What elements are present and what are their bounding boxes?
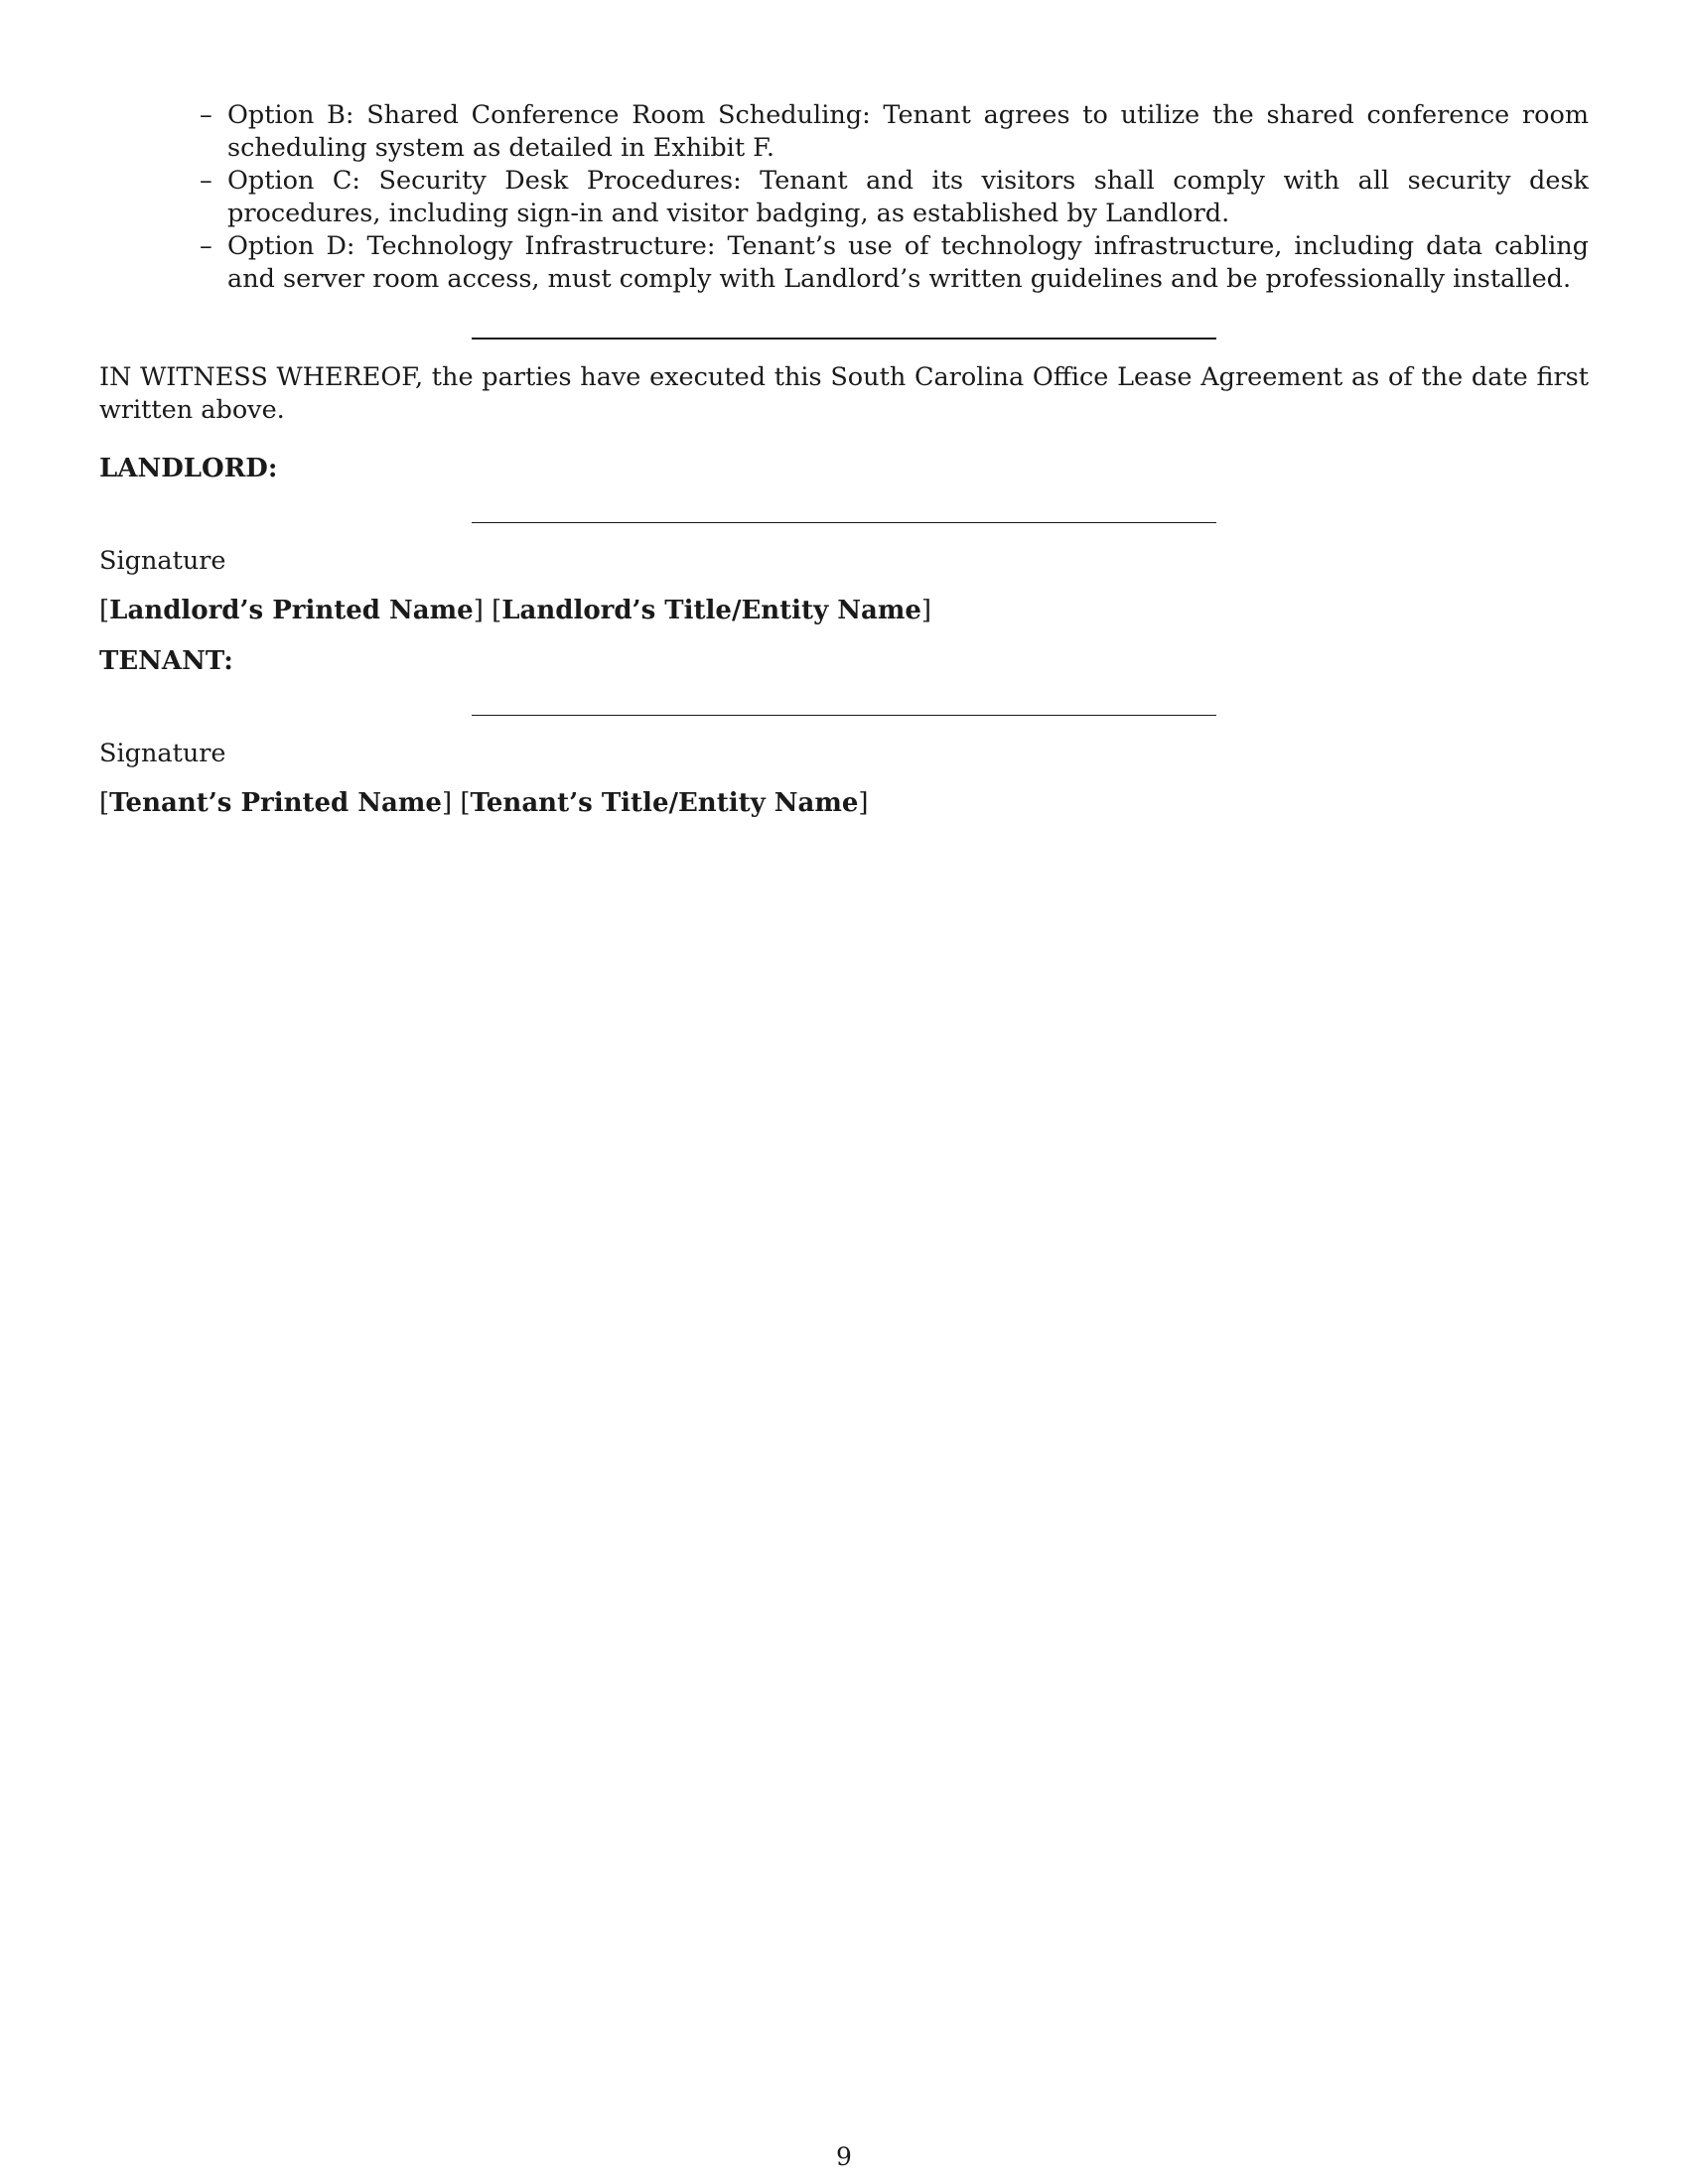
witness-paragraph: IN WITNESS WHEREOF, the parties have executed this South Carolina Office Lease Agreement as of the date first written above. [99,362,1589,425]
landlord-signature-caption: Signature [99,545,226,576]
bracket: ] [858,787,869,818]
options-list [99,99,1589,296]
tenant-printed-name: Tenant’s Printed Name [109,787,442,818]
tenant-signature-line [472,715,1216,716]
document-page [99,99,1589,820]
list-dash: – [200,166,212,196]
option-d-text: Option D: Technology Infrastructure: Tenant’s use of technology infrastructure, including data cabling and server room access, must comply with Landlord’s written guidelines and be professionally installed. [227,231,1589,294]
list-item [200,99,1589,165]
landlord-signature-line [472,522,1216,523]
bracket: ] [ [473,595,502,625]
list-item [200,165,1589,230]
list-item [200,230,1589,296]
page-number: 9 [836,2142,852,2171]
landlord-title-entity: Landlord’s Title/Entity Name [501,595,921,625]
section-divider [472,338,1216,340]
tenant-name-line [99,787,1589,820]
option-b-text: Option B: Shared Conference Room Scheduling: Tenant agrees to utilize the shared conference room scheduling system as detailed in Exhibit F. [227,100,1589,163]
bracket: ] [920,595,932,625]
bracket: ] [ [441,787,471,818]
landlord-label: LANDLORD: [99,453,278,483]
bracket: [ [99,595,110,625]
landlord-name-line [99,595,1589,627]
list-dash: – [200,100,212,130]
option-c-text: Option C: Security Desk Procedures: Tenant and its visitors shall comply with all security desk procedures, including sign-in and visitor badging, as established by Landlord. [227,166,1589,228]
bracket: [ [99,787,110,818]
tenant-title-entity: Tenant’s Title/Entity Name [470,787,859,818]
tenant-label: TENANT: [99,645,233,676]
landlord-printed-name: Landlord’s Printed Name [109,595,474,625]
tenant-signature-caption: Signature [99,738,226,768]
list-dash: – [200,231,212,261]
